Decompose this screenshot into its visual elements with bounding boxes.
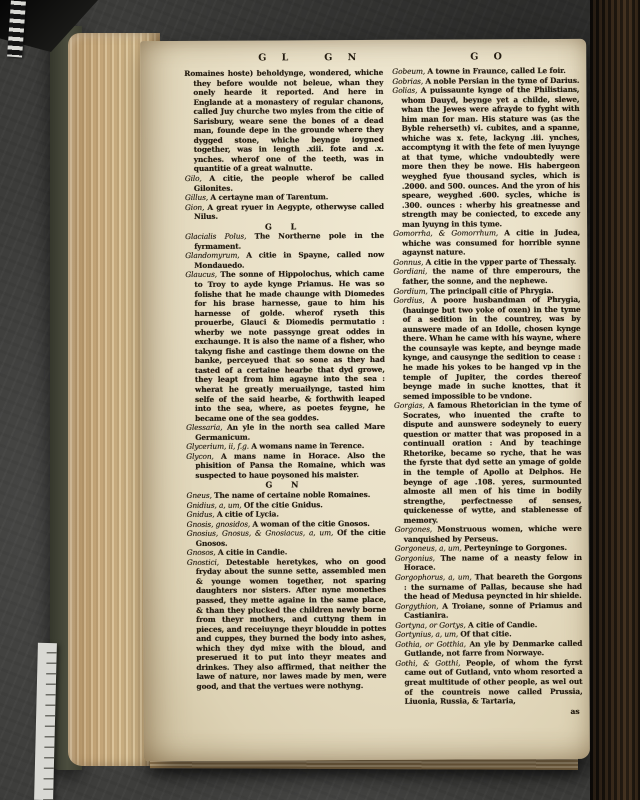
entry-headword: Gortynius, a, um, — [395, 629, 461, 640]
dictionary-entry: Gortynius, a, um, Of that citie. — [395, 629, 512, 640]
dictionary-entry: Glycerium, ii, f.g. A womans name in Terence. — [186, 441, 365, 452]
entry-headword: Glandomyrum, — [185, 250, 247, 261]
dictionary-entry: Gothi, & Gotthi, People, of whom the fyrst came out of Gutland, vnto whom resorted a great multitude of other people, as wel out of the countreis nowe called Prussia, Liuonia, Russia, & Tartaria, — [395, 657, 583, 706]
dictionary-entry: Glaucus, The sonne of Hippolochus, which came to Troy to ayde kynge Priamus. He was so folishe that he made chaunge with Diomedes for his brase harnesse, gaue to him his harnesse of golde. wherof ryseth this prouerbe, Glauci & Diomedis permutatio : wherby we note passynge great oddes in exchaunge. It is also the name of a fisher, who takyng fishe and castinge them downe on the banke, perceyued that so sone as they had tasted of a certaine hearbe that dyd growe, they leapt from him agayne into the sea : wherat he greatly meruailynge, tasted him selfe of the said hearbe, & forthwith leaped into the sea, where, as poetes feygne, he became one of the sea goddes. — [185, 269, 386, 423]
dictionary-entry: Gordium, The principall citie of Phrygia. — [393, 285, 554, 296]
running-head-gn: G N — [324, 52, 363, 64]
dictionary-entry: Gneus, The name of certaine noble Romaines. — [186, 489, 371, 500]
entry-headword: Gorgoneus, a, um, — [394, 543, 465, 554]
entry-headword: Gorgones, — [394, 524, 438, 535]
entry-headword: Gordius, — [393, 295, 432, 305]
text-column-right — [392, 66, 582, 717]
dictionary-entry: Gorgophorus, a, um, That beareth the Gorgons : the surname of Pallas, because she had the head of Medusa peyncted in hir shielde. — [394, 571, 582, 601]
catchword: as — [570, 706, 580, 716]
entry-headword: Gnosius, Gnosus, & Gnosiacus, a, um, — [186, 528, 338, 539]
dictionary-entry: Gordiani, the name of thre emperours, the father, the sonne, and the nephewe. — [393, 266, 581, 286]
dictionary-entry: Gilo, A citie, the people wherof be called Gilonites. — [184, 172, 384, 193]
dictionary-entry: Glessaria, An yle in the north sea called Mare Germanicum. — [186, 422, 386, 442]
dictionary-entry: Gorgones, Monstruous women, whiche were vanquished by Perseus. — [394, 524, 582, 544]
dictionary-entry: Glandomyrum, A citie in Spayne, called now Mondauedo. — [185, 250, 385, 270]
dictionary-entry: Gonnus, A citie in the vpper parte of Thessaly. — [393, 256, 577, 267]
entry-headword: Gilo, — [184, 173, 210, 183]
entry-headword: Gorgophorus, a, um, — [394, 572, 475, 582]
entry-headword: Gillus, — [184, 192, 211, 203]
entry-headword: Glacialis Polus, — [185, 231, 255, 242]
entry-headword: Gion, — [184, 202, 208, 212]
dictionary-entry: Gnosis, gnosidos, A woman of the citie Gnosos. — [186, 518, 370, 529]
entry-headword: Gnosis, gnosidos, — [186, 519, 253, 529]
dictionary-entry: Gordius, A poore husbandman of Phrygia, (hauinge but two yoke of oxen) in the tyme of a sedition in the countrey, was by aunswere made of an Idolle, chosen kynge there. Whan he came with his wayne, where the counsayle was kepte, and beynge made kynge, and causynge the sedition to cease : he made his yokes to be hanged vp in the temple of Jupiter, the cordes thereof beynge made in suche knottes, that it semed impossible to be vndone. — [393, 294, 581, 401]
ruler-tick-marks — [43, 643, 57, 800]
dictionary-entry: Gothia, or Gotthia, An yle by Denmarke called Gutlande, not farre from Norwaye. — [395, 638, 583, 659]
section-heading: G N — [265, 479, 307, 490]
entry-headword: Gordiani, — [393, 267, 433, 277]
entry-headword: Gnostici, — [186, 557, 226, 567]
entry-headword: Glycon, — [186, 451, 221, 461]
entry-headword: Gonnus, — [393, 257, 426, 267]
dictionary-entry: Gnostici, Detestable heretykes, who on good fryday about the sunne sette, assembled men & younge women together, not sparing daughters nor sisters. After nyne monethes passed, they mette againe in the same place, & than they plucked the children newly borne from theyr mothers, and cuttyng them in pieces, and receiuynge theyr bloudde in pottes and cuppes, they burned the body into ashes, which they dyd mixe with the bloud, and preserued it to put into theyr meates and drinkes. They also affirmed, that neither the lawe of nature, nor lawes made by men, were good, and that the vertues were nothyng. — [186, 556, 387, 691]
measuring-ruler — [34, 643, 57, 800]
entry-headword: Gorgythion, — [395, 601, 443, 611]
dictionary-entry: Golias, A puissaunte kynge of the Philistians, whom Dauyd, beynge yet a childe, slewe, whan the Jewes were afrayde to fyght with him man for man. His stature was (as the Byble reherseth) vi. cubites, and a spanne, whiche was x. fete, lackyng .iii. ynches, accomptyng it with the fete of men lyuynge at that tyme, whiche vndoubtedly were more then they be nowe. His habergeon weyghed fyue thousand sycles, which is .2000. and 500. ounces. And the yron of his speare, weyghed .600. sycles, whiche is .300. ounces : wherby his greatnesse and strength may be coniected, to excede any man lyuyng in this tyme. — [392, 84, 581, 229]
text-column-left — [184, 68, 386, 691]
dictionary-entry: Gomorrha, & Gomorrhum, A citie in Judea, whiche was consumed for horrible synne agaynst nature. — [393, 228, 581, 258]
entry-headword: Gortyna, or Gortys, — [395, 620, 468, 630]
dictionary-entry: Gnidus, A citie of Lycia. — [186, 509, 279, 519]
entry-headword: Gnosos, — [186, 548, 218, 558]
dictionary-entry: Glacialis Polus, The Northerne pole in the fyrmament. — [185, 231, 385, 251]
entry-headword: Glessaria, — [186, 422, 228, 433]
dictionary-entry: Gortyna, or Gortys, A citie of Candie. — [395, 619, 538, 630]
entry-headword: Gordium, — [393, 286, 431, 296]
running-head-go: G O — [470, 51, 508, 63]
entry-headword: Gorgias, — [394, 400, 429, 410]
dictionary-entry: Gobrias, A noble Persian in the tyme of Darius. — [392, 75, 580, 86]
section-heading: G L — [264, 221, 305, 232]
entry-headword: Gorgonius, — [394, 553, 441, 563]
dictionary-entry: Gorgoneus, a, um, Perteyninge to Gorgones. — [394, 543, 567, 554]
entry-headword: Gobeum, — [392, 66, 428, 76]
entry-headword: Gomorrha, & Gomorrhum, — [393, 228, 505, 239]
book-page — [140, 39, 590, 761]
dictionary-entry: Gorgias, A famous Rhetorician in the tyme of Socrates, who inuented the crafte to dispute and aunswere sodeynely to euery question or matter that was proposed in a continuall oration : And by teachinge Rhetorike, became so ryche, that he was the fyrste that dyd sette an ymage of golde in the temple of Apollo at Delphos. He beynge of age .108. yeres, surmounted almoste all men of his time in bodily strengthe, perfectnesse of senses, quickenesse of wytte, and stablenesse of memory. — [394, 400, 582, 525]
entry-headword: Glaucus, — [185, 270, 221, 280]
entry-headword: Gnidius, a, um, — [186, 500, 244, 510]
book-right-edge — [590, 0, 640, 800]
dictionary-entry: Glycon, A mans name in Horace. Also the phisition of Pansa the Romaine, which was suspected to haue poysoned his maister. — [186, 450, 386, 480]
scale-strip-ruler — [7, 1, 26, 58]
dictionary-entry: Gnidius, a, um, Of the citie Gnidus. — [186, 499, 323, 510]
dictionary-entry: Gorgonius, The name of a neasty felow in Horace. — [394, 552, 582, 573]
entry-headword: Gothi, & Gotthi, — [395, 658, 466, 668]
continuation-paragraph: Romaines hoste) beholdynge, wondered, whiche they before woulde not beleue, whan they onely hearde it reported. And here in Englande at a monastery of regular chanons, called Juy churche two myles from the citie of Sarisbury, weare sene the bones of a dead man, founde depe in the grounde where they dygged stone, whiche beynge ioygned together, was in length .xiii. fote and .x. ynches. wherof one of the teeth, was in quantitie of a great walnutte. — [184, 67, 384, 174]
dictionary-entry: Gorgythion, A Troiane, sonne of Priamus and Castianira. — [395, 600, 583, 620]
entry-headword: Golias, — [392, 85, 421, 95]
dictionary-entry: Gillus, A certayne man of Tarentum. — [184, 192, 329, 203]
entry-headword: Gnidus, — [186, 509, 217, 519]
running-head-gl: G L — [258, 52, 295, 64]
dictionary-entry: Gobeum, A towne in Fraunce, called Le foir. — [392, 65, 566, 76]
entry-headword: Glycerium, ii, f.g. — [186, 441, 252, 452]
entry-headword: Gothia, or Gotthia, — [395, 639, 470, 649]
entry-headword: Gneus, — [186, 490, 215, 500]
dictionary-entry: Gnosos, A citie in Candie. — [186, 547, 288, 558]
entry-headword: Gobrias, — [392, 76, 426, 86]
dictionary-entry: Gnosius, Gnosus, & Gnosiacus, a, um, Of the citie Gnosos. — [186, 528, 386, 548]
dictionary-entry: Gion, A great ryuer in Aegypte, otherwyse called Nilus. — [184, 201, 385, 222]
